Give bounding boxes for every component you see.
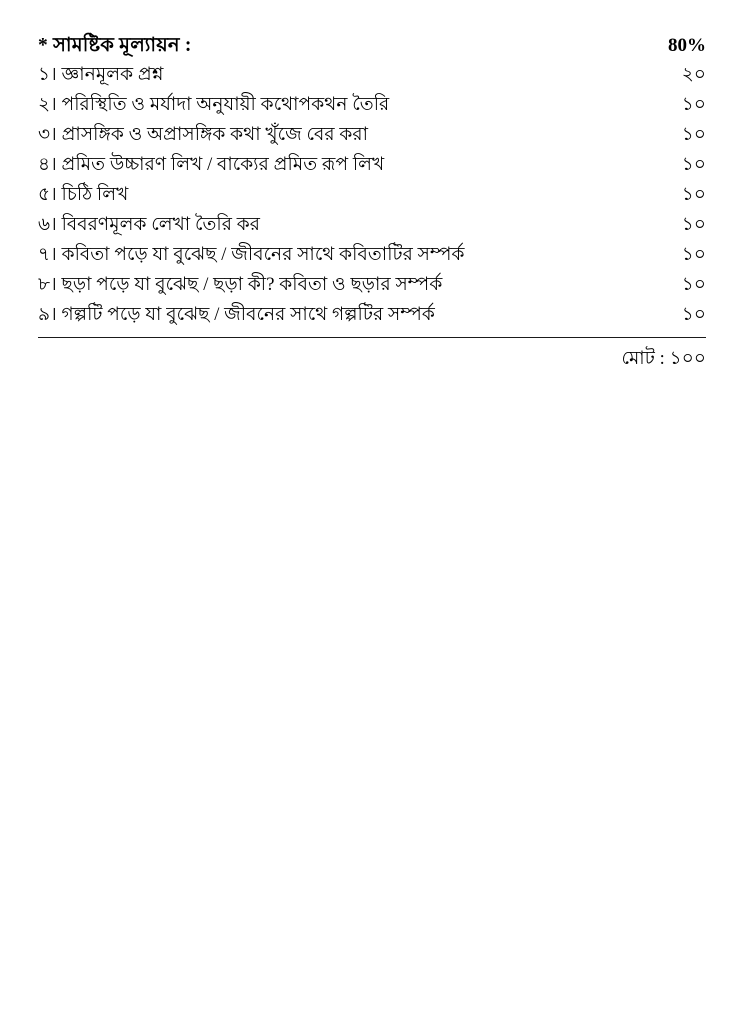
table-row [38,96,706,126]
item-marks: ২০ [681,64,706,85]
item-marks: ১০ [681,94,706,115]
item-label: ৭। কবিতা পড়ে যা বুঝেছ / জীবনের সাথে কবিতাটির সম্পর্ক [38,244,465,265]
item-label: ৮। ছড়া পড়ে যা বুঝেছ / ছড়া কী? কবিতা ও ছড়ার সম্পর্ক [38,274,443,295]
item-label: ২। পরিস্থিতি ও মর্যাদা অনুযায়ী কথোপকথন তৈরি [38,94,390,115]
item-marks: ১০ [681,124,706,145]
item-label: ৫। চিঠি লিখ [38,184,129,205]
table-row [38,306,706,336]
total-row [38,338,706,369]
section-header [38,36,706,56]
table-row [38,216,706,246]
item-label: ১। জ্ঞানমূলক প্রশ্ন [38,64,164,85]
total-marks-label: মোট : ১০০ [621,348,706,369]
table-row [38,276,706,306]
assessment-marks-sheet [38,36,706,368]
assessment-item-list [38,66,706,336]
item-label: ৯। গল্পটি পড়ে যা বুঝেছ / জীবনের সাথে গল্পটির সম্পর্ক [38,304,435,325]
item-label: ৪। প্রমিত উচ্চারণ লিখ / বাক্যের প্রমিত রূপ লিখ [38,154,385,175]
table-row [38,156,706,186]
table-row [38,66,706,96]
table-row [38,126,706,156]
item-marks: ১০ [681,244,706,265]
item-marks: ১০ [681,304,706,325]
item-marks: ১০ [681,154,706,175]
table-row [38,246,706,276]
section-weight-percent: 80% [668,35,706,56]
item-marks: ১০ [681,274,706,295]
section-title: * সামষ্টিক মূল্যায়ন : [38,35,192,56]
item-label: ৬। বিবরণমূলক লেখা তৈরি কর [38,214,261,235]
item-marks: ১০ [681,184,706,205]
item-label: ৩। প্রাসঙ্গিক ও অপ্রাসঙ্গিক কথা খুঁজে বের করা [38,124,369,145]
item-marks: ১০ [681,214,706,235]
table-row [38,186,706,216]
